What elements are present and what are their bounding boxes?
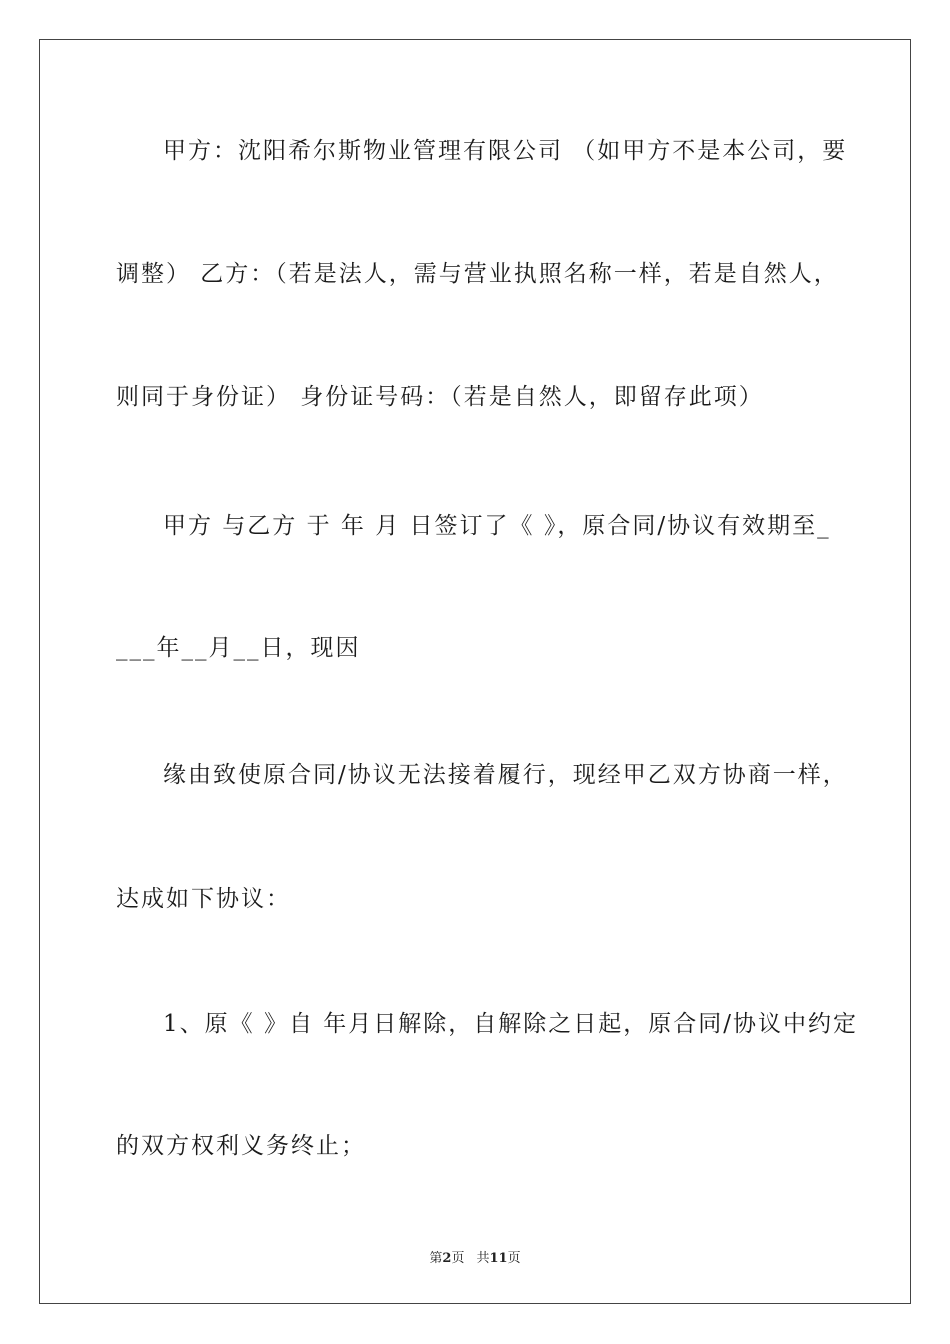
paragraph-line-party-b: 调整） 乙方：（若是法人，需与营业执照名称一样，若是自然人，: [116, 261, 839, 287]
paragraph-line-clause-1: 1、原《 》自 年月日解除，自解除之日起，原合同/协议中约定: [163, 1011, 859, 1037]
footer-total-prefix: 共: [476, 1251, 490, 1266]
paragraph-line-contract-signed: 甲方 与乙方 于 年 月 日签订了《 》，原合同/协议有效期至_: [163, 513, 831, 539]
paragraph-line-agreement: 达成如下协议：: [116, 886, 291, 912]
page-footer: [0, 1247, 950, 1266]
footer-total-suffix: 页: [507, 1251, 521, 1266]
footer-page-prefix: 第: [429, 1251, 443, 1266]
paragraph-line-party-a: 甲方：沈阳希尔斯物业管理有限公司 （如甲方不是本公司，要: [163, 138, 848, 164]
paragraph-line-id-number: 则同于身份证） 身份证号码：（若是自然人，即留存此项）: [116, 384, 764, 410]
footer-page-suffix: 页: [451, 1251, 465, 1266]
paragraph-line-reason: 缘由致使原合同/协议无法接着履行，现经甲乙双方协商一样，: [163, 762, 848, 788]
page-border: [39, 39, 911, 1304]
paragraph-line-clause-1-end: 的双方权利义务终止；: [116, 1133, 366, 1159]
footer-total-pages: 11: [489, 1251, 508, 1266]
paragraph-line-expiry-date: ___年__月__日，现因: [116, 635, 361, 661]
footer-page-number: 2: [442, 1251, 452, 1266]
